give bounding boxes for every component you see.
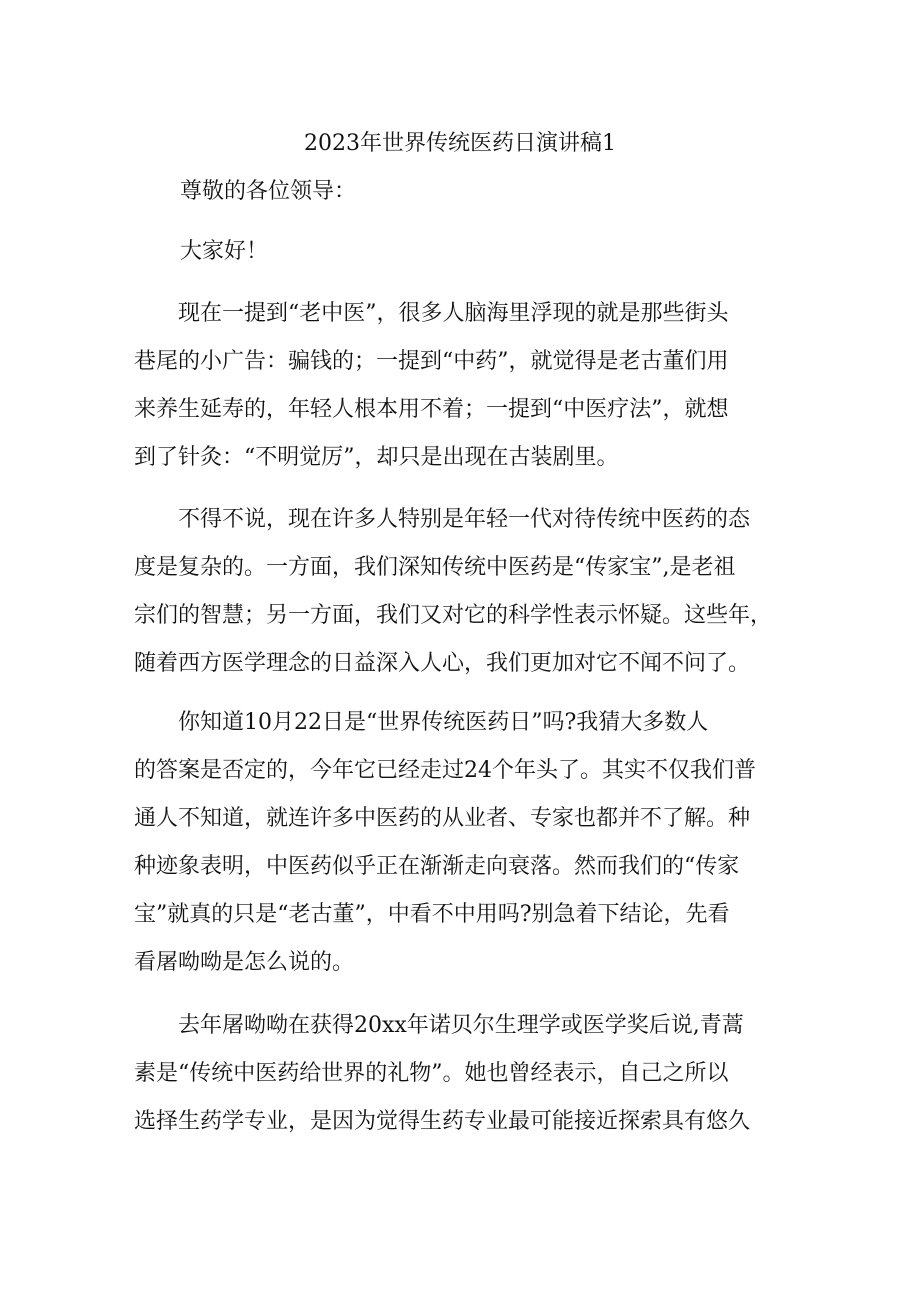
paragraph-line: 去年屠呦呦在获得20xx年诺贝尔生理学或医学奖后说,青蒿 <box>178 1013 744 1038</box>
paragraph-line: 宗们的智慧；另一方面，我们又对它的科学性表示怀疑。这些年， <box>134 603 773 628</box>
paragraph-line: 随着西方医学理念的日益深入人心，我们更加对它不闻不问了。 <box>134 651 751 676</box>
paragraph-line: 你知道10月22日是“世界传统医药日”吗?我猜大多数人 <box>178 710 709 735</box>
paragraph-line: 巷尾的小广告：骗钱的；一提到“中药”，就觉得是老古董们用 <box>134 349 729 374</box>
paragraph-line: 度是复杂的。一方面，我们深知传统中医药是“传家宝”,是老祖 <box>134 555 736 580</box>
paragraph-line: 看屠呦呦是怎么说的。 <box>134 950 355 975</box>
paragraph-line: 素是“传统中医药给世界的礼物”。她也曾经表示，自己之所以 <box>134 1061 729 1086</box>
paragraph-line: 来养生延寿的，年轻人根本用不着；一提到“中医疗法”，就想 <box>134 397 729 422</box>
paragraph-line: 的答案是否定的，今年它已经走过24个年头了。其实不仅我们普 <box>134 758 756 783</box>
greeting: 大家好！ <box>180 239 269 264</box>
paragraph-3 <box>134 699 756 987</box>
paragraph-line: 选择生药学专业，是因为觉得生药专业最可能接近探索具有悠久 <box>134 1109 751 1134</box>
paragraph-line: 现在一提到“老中医”，很多人脑海里浮现的就是那些街头 <box>178 301 729 326</box>
salutation: 尊敬的各位领导： <box>180 179 357 204</box>
paragraph-line: 种迹象表明，中医药似乎正在渐渐走向衰落。然而我们的“传家 <box>134 854 740 879</box>
paragraph-4 <box>134 1002 750 1146</box>
paragraph-line: 到了针灸：“不明觉厉”，却只是出现在古装剧里。 <box>134 445 619 470</box>
paragraph-line: 宝”就真的只是“老古董”，中看不中用吗?别急着下结论，先看 <box>134 902 730 927</box>
paragraph-line: 不得不说，现在许多人特别是年轻一代对待传统中医药的态 <box>178 507 751 532</box>
document-title: 2023年世界传统医药日演讲稿1 <box>304 131 616 156</box>
paragraph-1 <box>134 290 729 482</box>
paragraph-2 <box>134 496 772 688</box>
paragraph-line: 通人不知道，就连许多中医药的从业者、专家也都并不了解。种 <box>134 806 751 831</box>
